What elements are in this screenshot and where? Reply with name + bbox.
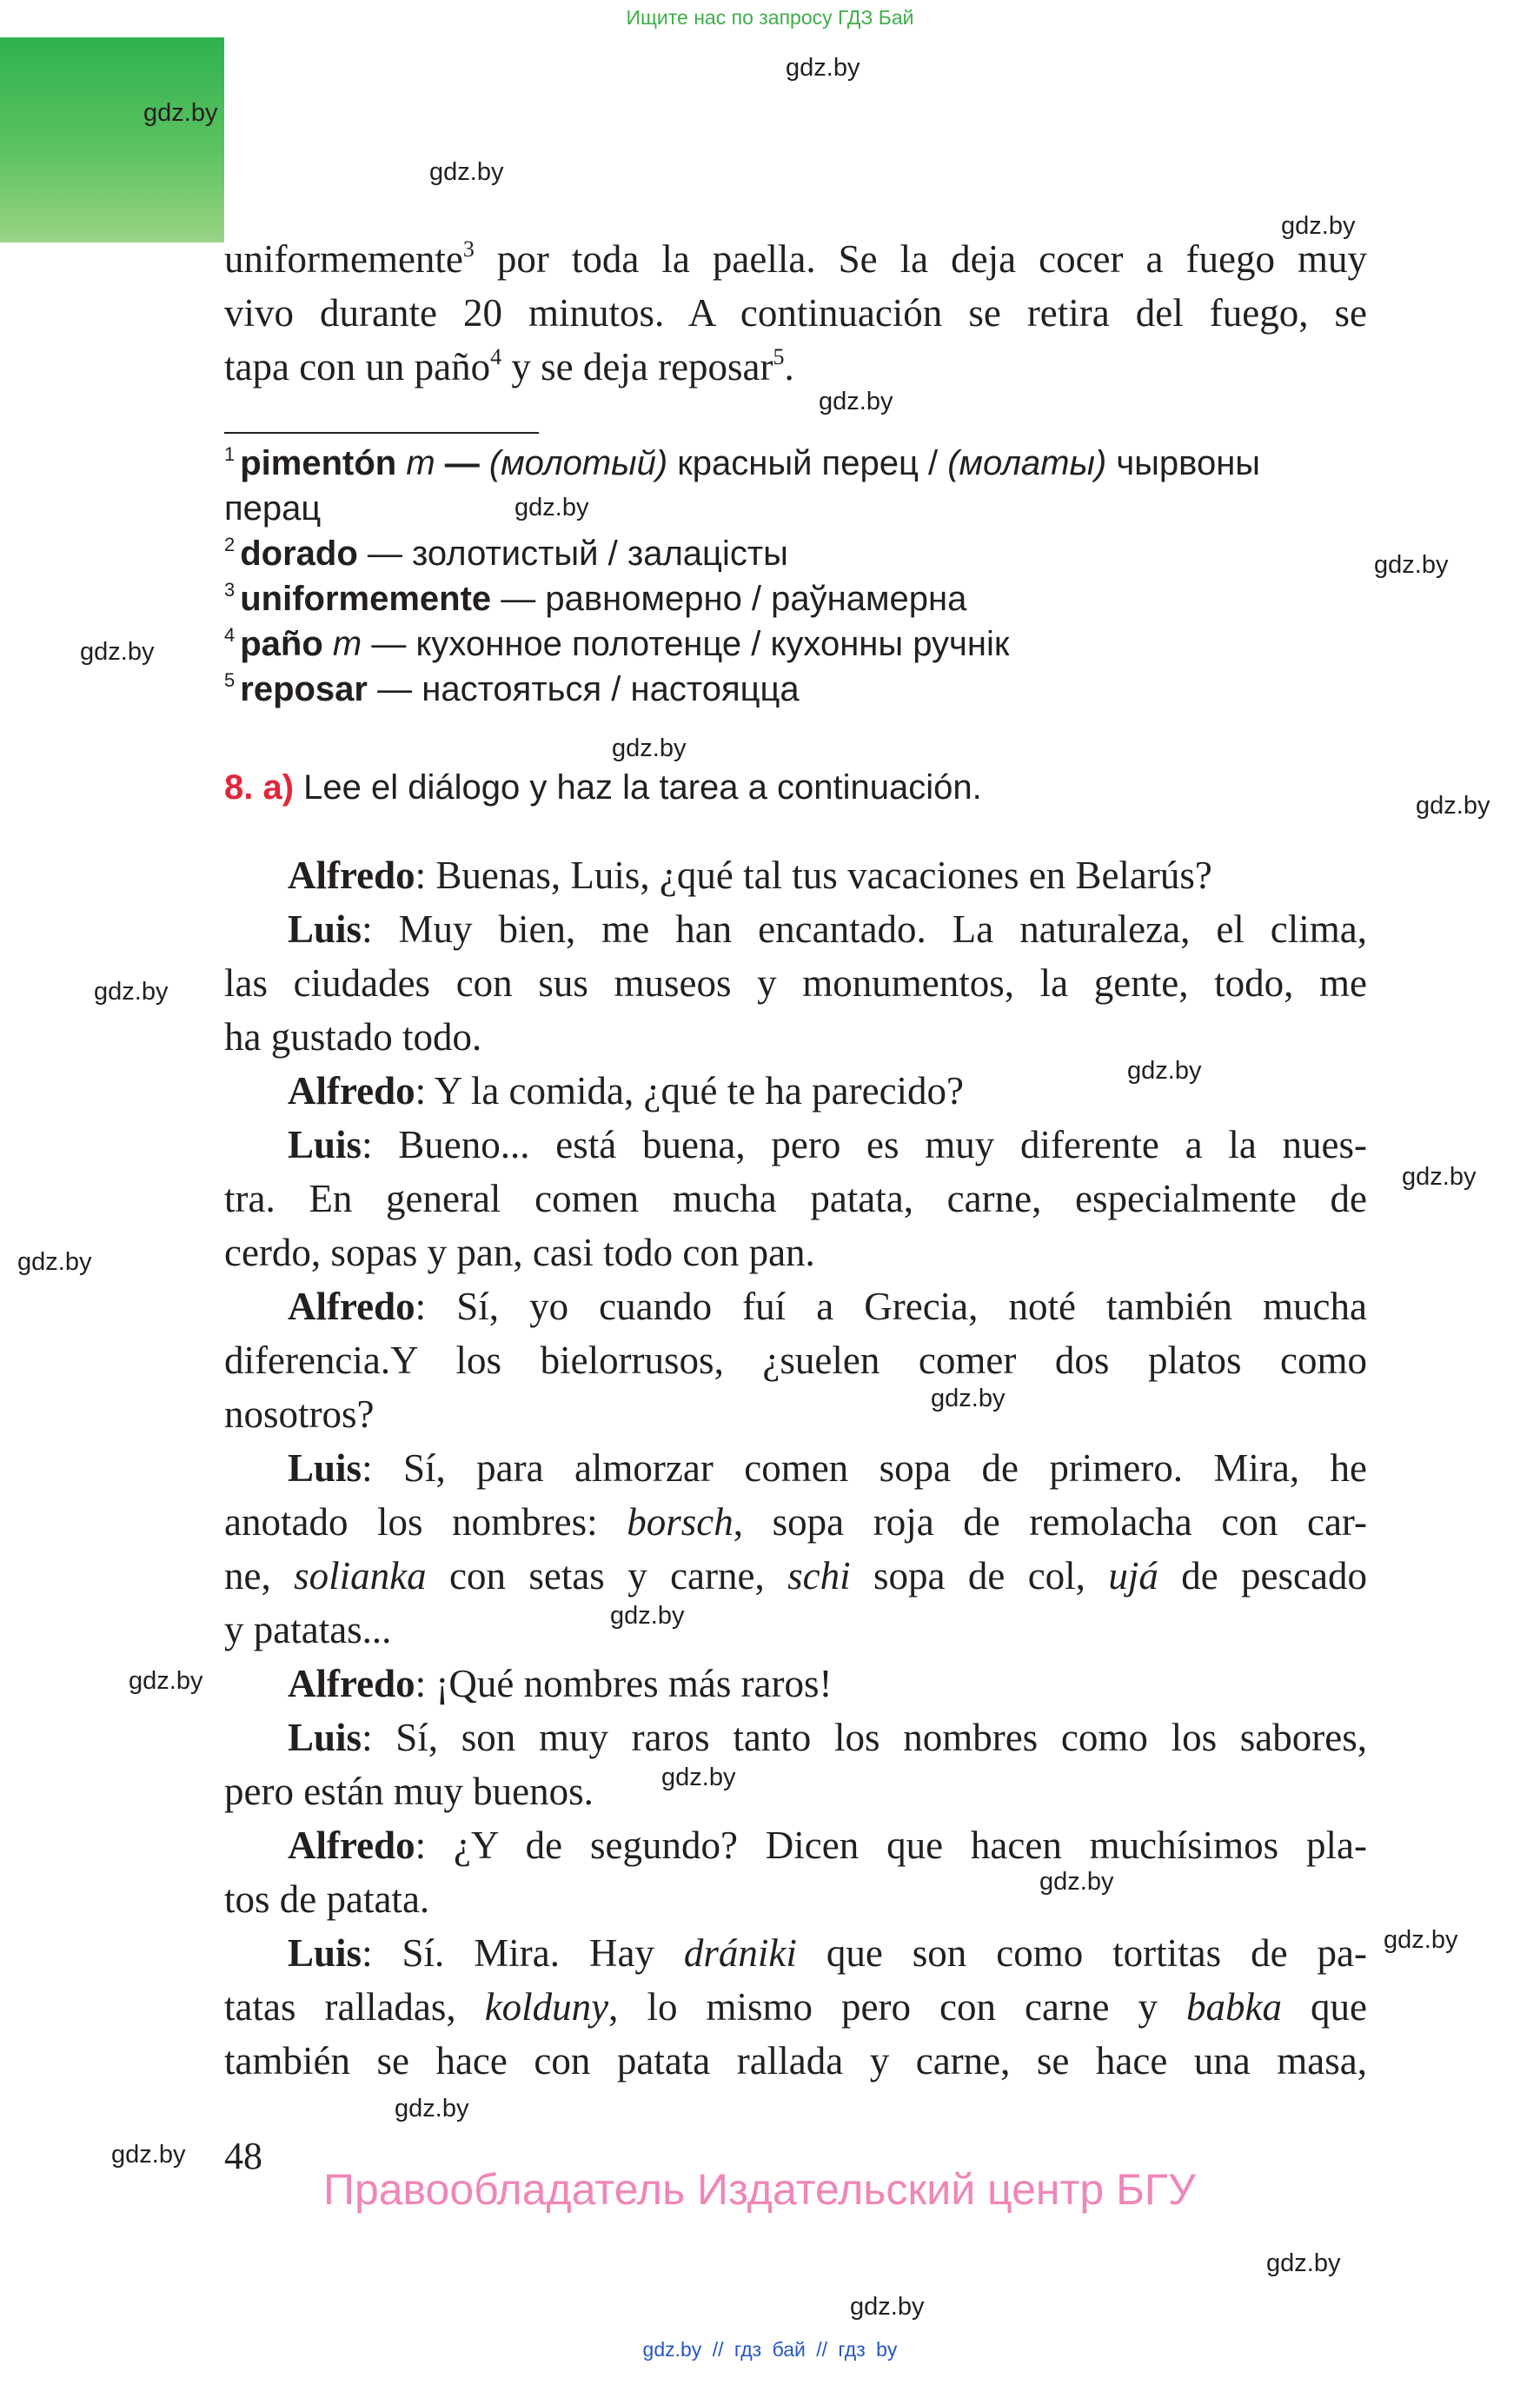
- recipe-line: uniformemente$^3$ por toda la paella. Se la deja cocer a fuego muy: [224, 236, 1367, 281]
- watermark: gdz.by: [143, 99, 218, 127]
- dialogue-line: Luis: Sí, son muy raros tanto los nombres como los sabores,: [288, 1716, 1367, 1759]
- watermark: gdz.by: [610, 1602, 685, 1630]
- dialogue-line: ne, solianka con setas y carne, schi sopa de col, ujá de pescado: [224, 1554, 1367, 1598]
- watermark: gdz.by: [612, 734, 687, 762]
- watermark: gdz.by: [786, 54, 860, 82]
- watermark: gdz.by: [1384, 1926, 1458, 1954]
- copyright-owner: Правообладатель Издательский центр БГУ: [323, 2165, 1196, 2214]
- dialogue-line: Alfredo: Sí, yo cuando fuí a Grecia, noté también mucha: [288, 1285, 1367, 1328]
- watermark: gdz.by: [1402, 1163, 1477, 1191]
- watermark: gdz.by: [1416, 792, 1490, 820]
- watermark: gdz.by: [1039, 1868, 1114, 1896]
- dialogue-line: Alfredo: Y la comida, ¿qué te ha parecido?: [288, 1069, 965, 1113]
- watermark: gdz.by: [1127, 1057, 1202, 1085]
- dialogue-line: las ciudades con sus museos y monumentos, la gente, todo, me: [224, 961, 1367, 1005]
- page-number: 48: [224, 2135, 262, 2177]
- footnote-3: $^3$ uniformemente — равномерно / раўнамерна: [224, 579, 967, 618]
- recipe-line: vivo durante 20 minutos. A continuación se retira del fuego, se: [224, 291, 1367, 335]
- dialogue-line: tatas ralladas, kolduny, lo mismo pero con carne y babka que: [224, 1985, 1367, 2029]
- watermark: gdz.by: [80, 638, 155, 666]
- footnote-2: $^2$ dorado — золотистый / залацісты: [224, 534, 788, 573]
- watermark: gdz.by: [1266, 2249, 1341, 2277]
- dialogue-line: Alfredo: ¡Qué nombres más raros!: [288, 1662, 833, 1705]
- dialogue-line: cerdo, sopas y pan, casi todo con pan.: [224, 1231, 815, 1274]
- watermark: gdz.by: [429, 158, 504, 186]
- watermark: gdz.by: [850, 2293, 925, 2321]
- dialogue-line: pero están muy buenos.: [224, 1770, 594, 1813]
- header-note: Ищите нас по запросу ГДЗ Бай: [626, 6, 914, 29]
- dialogue-line: Luis: Sí. Mira. Hay drániki que son como tortitas de pa-: [288, 1931, 1367, 1975]
- footnote-5: $^5$ reposar — настояться / настояцца: [224, 669, 800, 708]
- dialogue-line: Alfredo: ¿Y de segundo? Dicen que hacen muchísimos pla-: [288, 1824, 1367, 1867]
- watermark: gdz.by: [661, 1764, 736, 1791]
- footnote-1: $^1$ pimentón m — (молотый) красный перец / (молаты) чырвоны: [224, 443, 1261, 482]
- dialogue-line: nosotros?: [224, 1392, 375, 1436]
- dialogue-line: tos de patata.: [224, 1877, 430, 1921]
- footnote-rule: [224, 432, 539, 434]
- dialogue-line: y patatas...: [224, 1608, 392, 1651]
- dialogue-line: tra. En general comen mucha patata, carne, especialmente de: [224, 1177, 1367, 1220]
- task-heading: 8. a) Lee el diálogo y haz la tarea a continuación.: [224, 768, 982, 807]
- watermark: gdz.by: [395, 2095, 469, 2123]
- footer-links[interactable]: gdz.by // гдз бай // гдз by: [642, 2338, 898, 2361]
- footnote-4: $^4$ paño m — кухонное полотенце / кухонны ручнік: [224, 624, 1010, 663]
- dialogue-line: Luis: Muy bien, me han encantado. La naturaleza, el clima,: [288, 907, 1367, 951]
- watermark: gdz.by: [17, 1248, 92, 1276]
- watermark: gdz.by: [1374, 551, 1449, 579]
- dialogue-line: diferencia.Y los bielorrusos, ¿suelen comer dos platos como: [224, 1339, 1367, 1382]
- dialogue-line: Luis: Bueno... está buena, pero es muy diferente a la nues-: [288, 1123, 1367, 1166]
- watermark: gdz.by: [129, 1667, 203, 1695]
- footnote-1-cont: перац: [224, 489, 322, 528]
- watermark: gdz.by: [94, 978, 169, 1006]
- dialogue-line: también se hace con patata rallada y carne, se hace una masa,: [224, 2039, 1367, 2083]
- dialogue-line: Alfredo: Buenas, Luis, ¿qué tal tus vacaciones en Belarús?: [288, 854, 1212, 897]
- corner-color-block: [0, 37, 224, 242]
- watermark: gdz.by: [111, 2141, 186, 2169]
- watermark: gdz.by: [819, 388, 893, 415]
- watermark: gdz.by: [514, 494, 589, 522]
- watermark: gdz.by: [931, 1385, 1006, 1412]
- recipe-line: tapa con un paño$^4$ y se deja reposar$^5$.: [224, 344, 794, 389]
- dialogue-line: Luis: Sí, para almorzar comen sopa de primero. Mira, he: [288, 1446, 1367, 1490]
- watermark: gdz.by: [1281, 212, 1356, 240]
- dialogue-line: ha gustado todo.: [224, 1015, 482, 1059]
- dialogue-line: anotado los nombres: borsch, sopa roja de remolacha con car-: [224, 1500, 1367, 1544]
